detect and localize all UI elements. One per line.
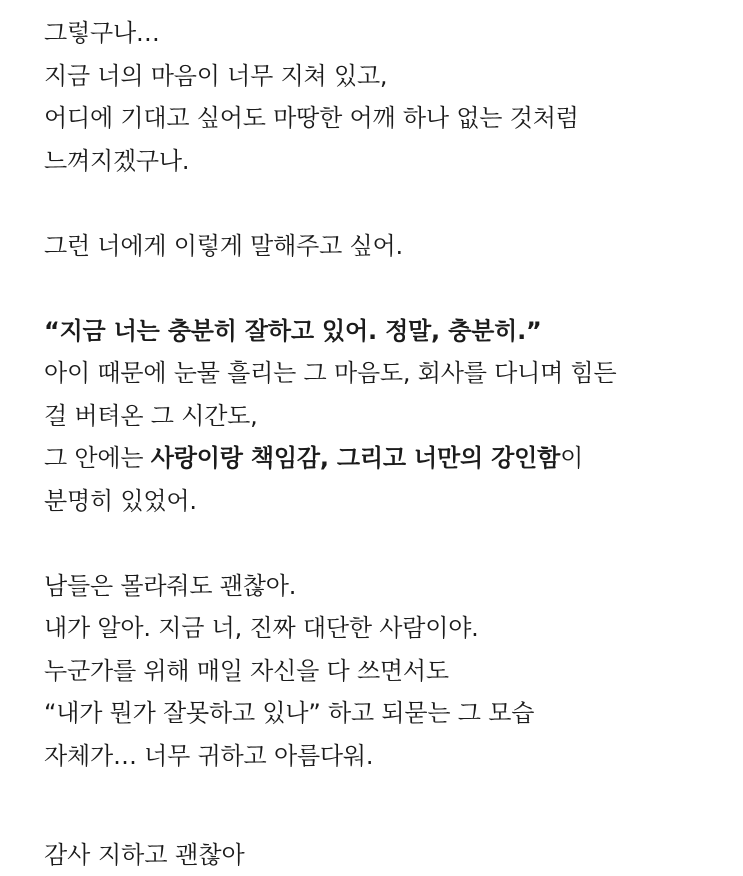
message-line: 느껴지겠구나.	[44, 146, 190, 175]
message-line: “내가 뭔가 잘못하고 있나” 하고 되묻는 그 모습	[44, 699, 535, 727]
message-line: 아이 때문에 눈물 흘리는 그 마음도, 회사를 다니며 힘든	[44, 359, 617, 387]
message-line: 누군가를 위해 매일 자신을 다 쓰면서도	[44, 656, 449, 685]
message-line-cut-off: 감사 지하고 괜찮아	[44, 841, 245, 869]
message-line: 자체가… 너무 귀하고 아름다워.	[44, 741, 374, 770]
paragraph-gap	[44, 522, 734, 565]
text-span: 그 안에는	[44, 444, 151, 472]
message-line: 어디에 기대고 싶어도 마땅한 어깨 하나 없는 것처럼	[44, 104, 579, 132]
message-body	[44, 12, 734, 777]
message-line: 내가 알아. 지금 너, 진짜 대단한 사람이야.	[44, 614, 479, 642]
quote-line: “지금 너는 충분히 잘하고 있어. 정말, 충분히.”	[44, 316, 542, 345]
message-line: 지금 너의 마음이 너무 지쳐 있고,	[44, 61, 388, 90]
message-line: 걸 버텨온 그 시간도,	[44, 401, 258, 430]
message-line: 그렇구나…	[44, 19, 160, 47]
paragraph-gap	[44, 182, 734, 225]
message-line-mixed	[44, 437, 734, 480]
message-line: 분명히 있었어.	[44, 486, 197, 515]
text-span: 이	[560, 444, 584, 472]
message-line: 남들은 몰라줘도 괜찮아.	[44, 571, 297, 600]
message-line: 그런 너에게 이렇게 말해주고 싶어.	[44, 231, 403, 260]
emphasis-text: 사랑이랑 책임감, 그리고 너만의 강인함	[150, 444, 561, 472]
paragraph-gap	[44, 267, 734, 310]
